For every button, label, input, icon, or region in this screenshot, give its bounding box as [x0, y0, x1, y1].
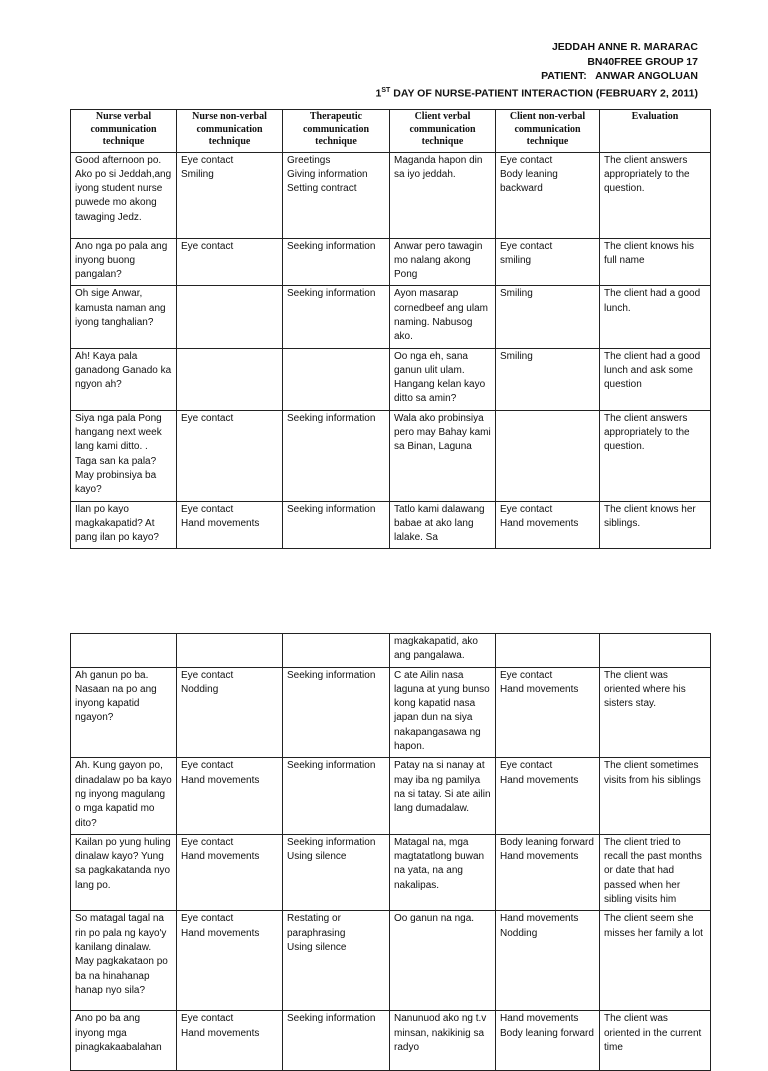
- table-row: [71, 1011, 711, 1071]
- table-cell: Seeking information: [283, 1011, 390, 1071]
- table-cell: The client had a good lunch and ask some question: [600, 348, 711, 410]
- table-cell: Seeking information: [283, 286, 390, 348]
- table-cell: The client tried to recall the past months or date that had passed when her sibling visits him: [600, 834, 711, 910]
- table-row: [71, 911, 711, 1011]
- table-cell: Seeking information: [283, 758, 390, 834]
- table-cell: Eye contact Hand movements: [496, 501, 600, 549]
- table-cell: [600, 634, 711, 668]
- author-name: JEDDAH ANNE R. MARARAC: [551, 41, 698, 53]
- patient-name: ANWAR ANGOLUAN: [595, 70, 698, 82]
- column-header: Nurse verbal communication technique: [71, 110, 177, 153]
- table-cell: Eye contact Body leaning backward: [496, 152, 600, 238]
- table-cell: Matagal na, mga magtatatlong buwan na yata, na ang nakalipas.: [390, 834, 496, 910]
- patient-label: PATIENT:: [541, 70, 587, 82]
- table-cell: [283, 348, 390, 410]
- table-cell: The client knows his full name: [600, 238, 711, 286]
- table-row: [71, 834, 711, 910]
- table-cell: Nanunuod ako ng t.v minsan, nakikinig sa radyo: [390, 1011, 496, 1071]
- table-cell: Eye contact smiling: [496, 238, 600, 286]
- table-cell: Eye contact: [177, 238, 283, 286]
- table-cell: The client answers appropriately to the question.: [600, 410, 711, 501]
- table-row: [71, 410, 711, 501]
- table-cell: Ah! Kaya pala ganadong Ganado ka ngyon ah?: [71, 348, 177, 410]
- table-cell: The client knows her siblings.: [600, 501, 711, 549]
- table-cell: [177, 348, 283, 410]
- table-cell: Restating or paraphrasing Using silence: [283, 911, 390, 1011]
- table-cell: Eye contact Hand movements: [177, 834, 283, 910]
- table-cell: The client answers appropriately to the question.: [600, 152, 711, 238]
- table-cell: Good afternoon po. Ako po si Jeddah,ang iyong student nurse puwede mo akong tawaging Jedz.: [71, 152, 177, 238]
- table-cell: Patay na si nanay at may iba ng pamilya na si tatay. Si ate ailin lang dumadalaw.: [390, 758, 496, 834]
- table-cell: [177, 634, 283, 668]
- column-header: Therapeutic communication technique: [283, 110, 390, 153]
- table-cell: Tatlo kami dalawang babae at ako lang lalake. Sa: [390, 501, 496, 549]
- table-cell: Ah ganun po ba. Nasaan na po ang inyong kapatid ngayon?: [71, 667, 177, 758]
- interaction-title: [376, 84, 698, 101]
- table-row: [71, 667, 711, 758]
- table-cell: Ano po ba ang inyong mga pinagkakaabalahan: [71, 1011, 177, 1071]
- table-cell: Anwar pero tawagin mo nalang akong Pong: [390, 238, 496, 286]
- table-row: [71, 238, 711, 286]
- table-cell: C ate Ailin nasa laguna at yung bunso kong kapatid nasa japan dun na siya nakapangasawa ng hapon.: [390, 667, 496, 758]
- table-cell: Ano nga po pala ang inyong buong pangalan?: [71, 238, 177, 286]
- table-cell: [283, 634, 390, 668]
- table-cell: The client was oriented in the current time: [600, 1011, 711, 1071]
- table-cell: Ilan po kayo magkakapatid? At pang ilan po kayo?: [71, 501, 177, 549]
- table-header-row: [71, 110, 711, 153]
- table-cell: Hand movements Nodding: [496, 911, 600, 1011]
- patient-line: [376, 69, 698, 84]
- table-cell: Oo nga eh, sana ganun ulit ulam. Hangang kelan kayo ditto sa amin?: [390, 348, 496, 410]
- table-row: [71, 152, 711, 238]
- table-cell: Eye contact Hand movements: [177, 501, 283, 549]
- table-cell: [496, 410, 600, 501]
- table-cell: Eye contact Hand movements: [177, 911, 283, 1011]
- table-cell: Oh sige Anwar, kamusta naman ang iyong tanghalian?: [71, 286, 177, 348]
- document-header: [376, 40, 698, 101]
- table-cell: Eye contact Hand movements: [496, 667, 600, 758]
- group-name: BN40FREE GROUP 17: [587, 55, 698, 68]
- table-cell: Eye contact Hand movements: [177, 1011, 283, 1071]
- table-cell: Smiling: [496, 286, 600, 348]
- column-header: Client verbal communication technique: [390, 110, 496, 153]
- table-cell: Eye contact Nodding: [177, 667, 283, 758]
- table-cell: Seeking information: [283, 501, 390, 549]
- table-cell: Wala ako probinsiya pero may Bahay kami sa Binan, Laguna: [390, 410, 496, 501]
- table-cell: Siya nga pala Pong hangang next week lang kami ditto. . Taga san ka pala? May probinsiya ba kayo?: [71, 410, 177, 501]
- table-cell: The client had a good lunch.: [600, 286, 711, 348]
- table-cell: Seeking information: [283, 238, 390, 286]
- table-cell: [71, 634, 177, 668]
- table-row: [71, 634, 711, 668]
- table-cell: Kailan po yung huling dinalaw kayo? Yung sa pagkakatanda nyo lang po.: [71, 834, 177, 910]
- table-cell: Seeking information: [283, 667, 390, 758]
- table-cell: Ah. Kung gayon po, dinadalaw po ba kayo ng inyong magulang o mga kapatid mo dito?: [71, 758, 177, 834]
- day-number: 1: [375, 87, 382, 99]
- table-cell: The client sometimes visits from his siblings: [600, 758, 711, 834]
- table-cell: [496, 634, 600, 668]
- table-cell: So matagal tagal na rin po pala ng kayo'y kanilang dinalaw. May pagkakataon po ba na hinahanap hanap nyo sila?: [71, 911, 177, 1011]
- table-cell: The client seem she misses her family a lot: [600, 911, 711, 1011]
- table-cell: Seeking information: [283, 410, 390, 501]
- table-cell: Oo ganun na nga.: [390, 911, 496, 1011]
- column-header: Nurse non-verbal communication technique: [177, 110, 283, 153]
- table-cell: Maganda hapon din sa iyo jeddah.: [390, 152, 496, 238]
- column-header: Evaluation: [600, 110, 711, 153]
- table-cell: Eye contact Hand movements: [177, 758, 283, 834]
- table-cell: The client was oriented where his sisters stay.: [600, 667, 711, 758]
- table-cell: Body leaning forward Hand movements: [496, 834, 600, 910]
- table-cell: Seeking information Using silence: [283, 834, 390, 910]
- table-row: [71, 758, 711, 834]
- interaction-table-page2: [70, 633, 711, 1071]
- table-cell: magkakapatid, ako ang pangalawa.: [390, 634, 496, 668]
- table-cell: [177, 286, 283, 348]
- table-cell: Smiling: [496, 348, 600, 410]
- table-cell: Ayon masarap cornedbeef ang ulam naming. Nabusog ako.: [390, 286, 496, 348]
- column-header: Client non-verbal communication technique: [496, 110, 600, 153]
- table-row: [71, 501, 711, 549]
- table-cell: Greetings Giving information Setting contract: [283, 152, 390, 238]
- table-row: [71, 348, 711, 410]
- day-suffix: ST: [381, 86, 391, 94]
- interaction-table-page1: [70, 109, 711, 549]
- interaction-title-text: DAY OF NURSE-PATIENT INTERACTION (FEBRUARY 2, 2011): [390, 87, 698, 99]
- table-cell: Eye contact: [177, 410, 283, 501]
- table-cell: Hand movements Body leaning forward: [496, 1011, 600, 1071]
- table-cell: Eye contact Smiling: [177, 152, 283, 238]
- table-row: [71, 286, 711, 348]
- table-cell: Eye contact Hand movements: [496, 758, 600, 834]
